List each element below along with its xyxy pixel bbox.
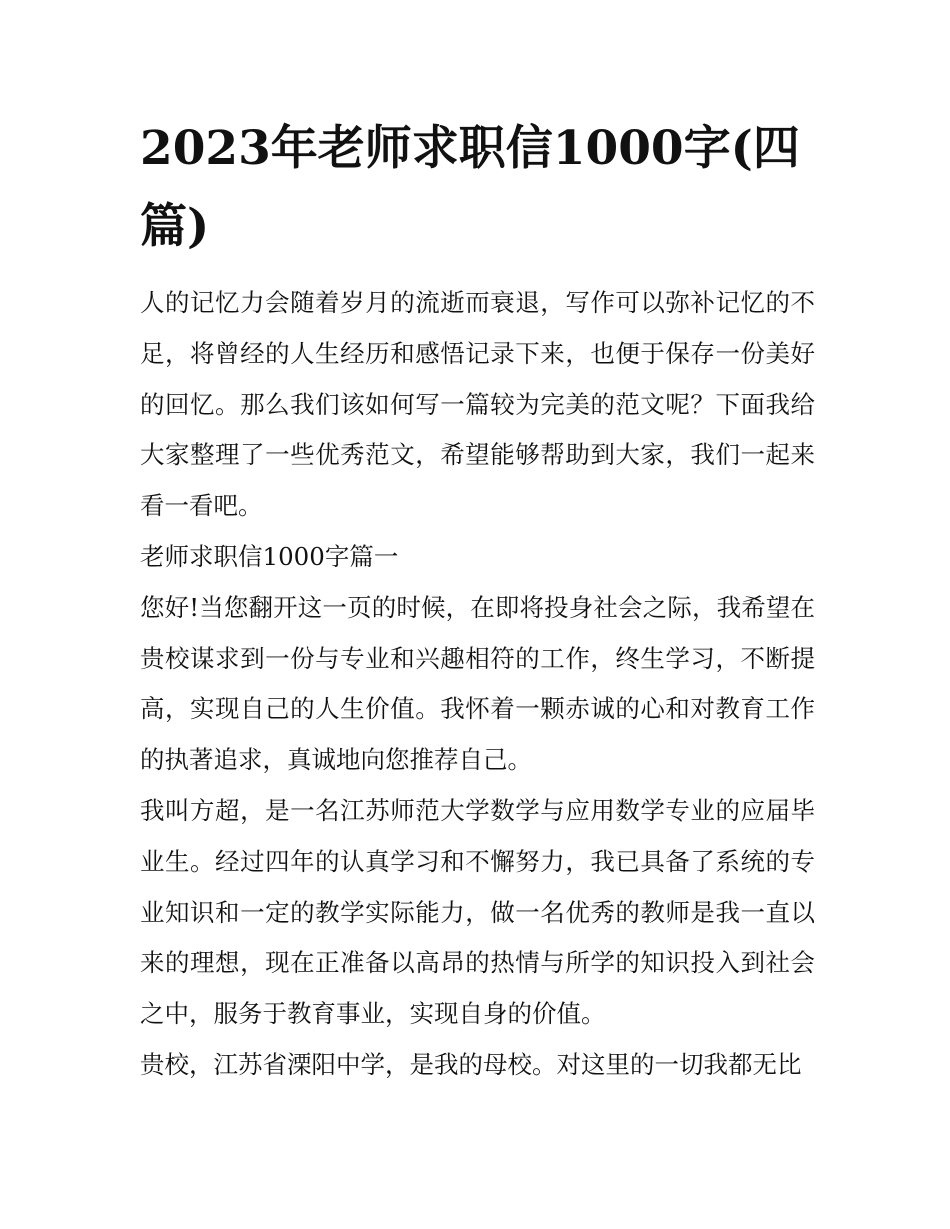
school-paragraph: 贵校，江苏省溧阳中学，是我的母校。对这里的一切我都无比 — [140, 1049, 802, 1079]
greeting-paragraph: 您好!当您翻开这一页的时候，在即将投身社会之际，我希望在贵校谋求到一份与专业和兴趣相符的工作，终生学习，不断提高，实现自己的人生价值。我怀着一颗赤诚的心和对教育工作的执著追求，真诚地向您推荐自己。 — [140, 592, 815, 775]
document-page — [140, 110, 815, 1091]
intro-paragraph: 人的记忆力会随着岁月的流逝而衰退，写作可以弥补记忆的不足，将曾经的人生经历和感悟记录下来，也便于保存一份美好的回忆。那么我们该如何写一篇较为完美的范文呢？下面我给大家整理了一些优秀范文，希望能够帮助到大家，我们一起来看一看吧。 — [140, 288, 815, 521]
document-title: 2023年老师求职信1000字(四篇) — [140, 121, 800, 254]
section-heading: 老师求职信1000字篇一 — [140, 541, 399, 571]
self-introduction-paragraph: 我叫方超，是一名江苏师范大学数学与应用数学专业的应届毕业生。经过四年的认真学习和不懈努力，我已具备了系统的专业知识和一定的教学实际能力，做一名优秀的教师是我一直以来的理想，现在正准备以高昂的热情与所学的知识投入到社会之中，服务于教育事业，实现自身的价值。 — [140, 795, 815, 1029]
document-body — [140, 278, 815, 1091]
